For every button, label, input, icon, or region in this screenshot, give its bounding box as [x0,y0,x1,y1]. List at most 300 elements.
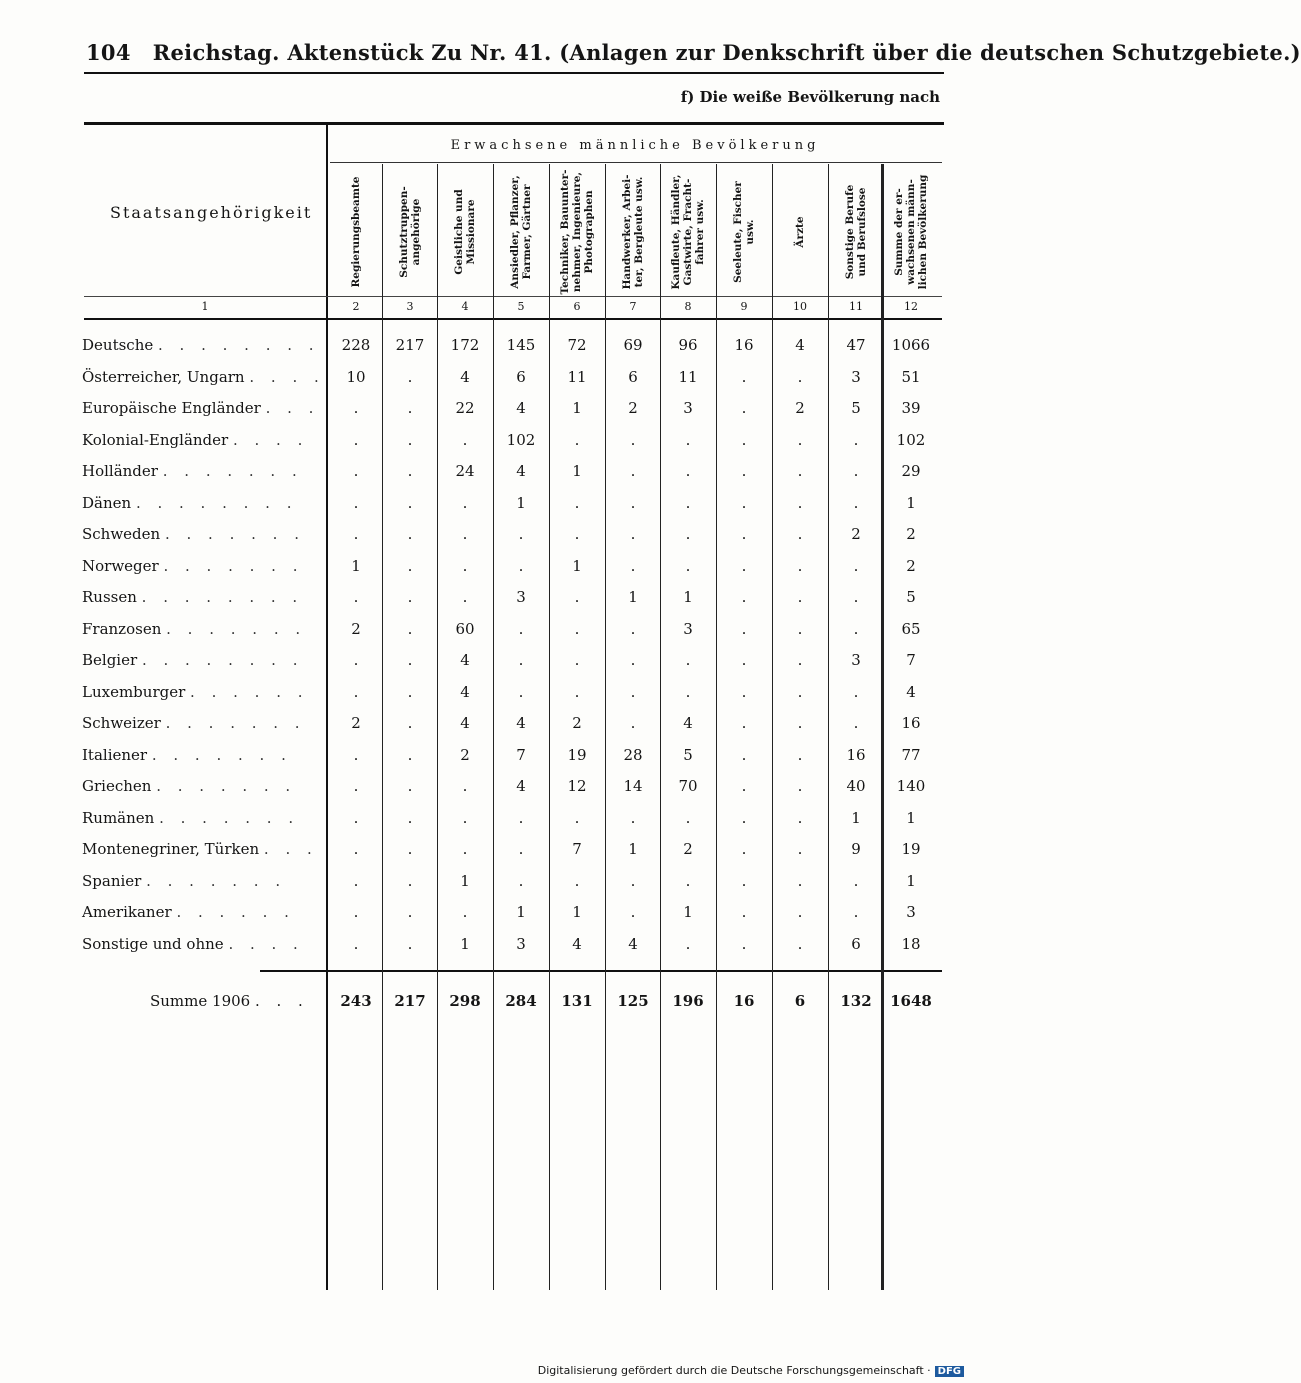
table-cell: . [797,588,803,606]
table-cell: 70 [678,777,698,795]
row-label [82,367,325,386]
leader-dots: . . . . . . [176,903,295,921]
sum-cell: 132 [840,992,872,1010]
table-cell: . [685,808,691,827]
column-number: 7 [629,300,637,313]
table-cell: . [462,777,468,795]
column-header-label: Geistliche und Missionare [453,189,477,275]
table-cell: . [741,808,747,827]
column-header-label: Kaufleute, Händler, Gastwirte, Fracht- fahrer usw. [670,174,706,290]
table-cell: 2 [851,525,861,543]
table-cell: 7 [906,651,916,669]
column-number: 11 [849,300,863,313]
column-header [494,168,548,296]
table-cell: . [353,745,359,764]
table-cell: . [630,903,636,921]
table-cell: 39 [901,399,921,417]
leader-dots: . . . . . . . [166,619,307,638]
column-header-label: Handwerker, Arbei- ter, Bergleute usw. [621,174,645,290]
table-cell: . [797,430,803,449]
row-label-text: Griechen [82,777,152,795]
table-cell: . [518,651,524,669]
column-header [884,168,938,296]
group-header-rule [330,162,942,163]
table-cell: 4 [516,714,526,732]
sum-cell: 6 [794,992,806,1010]
table-cell: 4 [516,462,526,480]
column-header-label: Ärzte [794,216,806,248]
sum-cell: 196 [672,992,704,1010]
table-cell: . [797,777,803,795]
table-cell: 1066 [891,336,931,354]
leader-dots: . . . . . . . [163,556,304,575]
table-cell: . [462,588,468,606]
table-cell: 65 [901,619,921,638]
row-label-text: Deutsche [82,336,154,354]
table-cell: . [518,556,524,575]
row-label-text: Sonstige und ohne [82,934,224,953]
row-label-text: Luxemburger [82,682,186,701]
table-cell: 96 [678,336,698,354]
table-cell: 4 [683,714,693,732]
table-cell: . [353,399,359,417]
sum-cell: 125 [617,992,649,1010]
row-label-text: Belgier [82,651,138,669]
column-header [329,168,383,296]
table-cell: 3 [851,367,861,386]
table-cell: . [407,588,413,606]
page-header [86,40,1301,65]
table-cell: . [853,682,859,701]
table-cell: 6 [851,934,861,953]
table-cell: . [797,714,803,732]
table-cell: 60 [455,619,475,638]
sum-cell: 243 [340,992,372,1010]
header-number-rule [84,296,942,297]
table-cell: . [630,430,636,449]
table-cell: . [685,556,691,575]
table-cell: . [853,462,859,480]
table-cell: 2 [628,399,638,417]
table-row [0,557,1000,587]
sum-rule [260,970,942,972]
table-cell: . [797,903,803,921]
table-row [0,714,1000,744]
table-cell: . [518,808,524,827]
table-top-rule [84,122,944,125]
table-cell: . [407,934,413,953]
table-cell: 4 [460,651,470,669]
column-number: 2 [352,300,360,313]
table-cell: 77 [901,745,921,764]
table-cell: . [797,367,803,386]
column-number: 9 [740,300,748,313]
table-row [0,903,1000,933]
table-cell: . [353,525,359,543]
table-cell: . [630,493,636,512]
table-cell: . [574,682,580,701]
leader-dots: . . . . . . . [162,462,303,480]
table-cell: 140 [896,777,926,795]
row-label-text: Italiener [82,745,148,764]
table-cell: 1 [572,462,582,480]
table-row [0,651,1000,681]
table-cell: . [574,493,580,512]
row-label-text: Amerikaner [82,903,172,921]
table-cell: . [518,525,524,543]
row-label-text: Rumänen [82,808,155,827]
table-cell: 11 [678,367,698,386]
table-cell: . [853,556,859,575]
column-header [773,168,827,296]
leader-dots: . . . [254,992,309,1010]
table-cell: 4 [572,934,582,953]
table-cell: . [685,651,691,669]
dfg-logo: DFG [935,1366,964,1377]
table-cell: . [353,588,359,606]
table-cell: 1 [460,871,470,890]
table-cell: . [741,714,747,732]
column-header-label: Summe der er- wachsenen männ- lichen Bevölkerung [893,174,929,290]
row-label-text: Kolonial-Engländer [82,430,229,449]
table-row [0,462,1000,492]
table-cell: 6 [628,367,638,386]
table-row [0,431,1000,461]
table-row [0,746,1000,776]
table-cell: 19 [567,745,587,764]
table-cell: 3 [683,619,693,638]
row-label-text: Norweger [82,556,159,575]
table-cell: . [407,493,413,512]
stub-column-number: 1 [201,300,209,313]
table-cell: . [741,840,747,858]
table-cell: . [741,682,747,701]
table-cell: 1 [906,808,916,827]
table-cell: 217 [395,336,425,354]
table-cell: 11 [567,367,587,386]
table-cell: 3 [683,399,693,417]
table-cell: . [685,682,691,701]
table-cell: . [574,808,580,827]
row-label [82,651,322,669]
table-cell: 6 [516,367,526,386]
table-cell: . [741,588,747,606]
table-cell: . [630,619,636,638]
row-label-text: Franzosen [82,619,162,638]
table-cell: . [741,430,747,449]
column-header-label: Ansiedler, Pflanzer, Farmer, Gärtner [509,175,533,289]
table-row [0,399,1000,429]
table-cell: . [407,777,413,795]
table-cell: . [462,903,468,921]
table-cell: 5 [683,745,693,764]
table-cell: 2 [460,745,470,764]
footer-text: Digitalisierung gefördert durch die Deutsche Forschungsgemeinschaft · [537,1364,931,1377]
table-cell: . [685,871,691,890]
table-cell: 69 [623,336,643,354]
table-cell: . [407,745,413,764]
column-header [438,168,492,296]
column-header [606,168,660,296]
table-row [0,840,1000,870]
table-cell: 14 [623,777,643,795]
sum-cell: 131 [561,992,593,1010]
leader-dots: . . . . . . . . [158,336,320,354]
table-cell: . [741,777,747,795]
table-cell: 1 [628,840,638,858]
row-label [82,620,322,638]
sum-label [150,992,309,1010]
table-cell: . [353,493,359,512]
table-cell: . [685,525,691,543]
table-row [0,588,1000,618]
table-cell: 145 [506,336,536,354]
table-cell: 4 [906,682,916,701]
table-cell: 16 [734,336,754,354]
column-header [829,168,883,296]
table-cell: 3 [516,934,526,953]
table-cell: . [574,619,580,638]
table-cell: . [630,808,636,827]
table-cell: . [353,682,359,701]
table-cell: . [353,777,359,795]
row-label-text: Schweizer [82,714,161,732]
leader-dots: . . . . [228,934,304,953]
row-label [82,525,322,543]
table-row [0,525,1000,555]
table-cell: . [630,525,636,543]
leader-dots: . . . . . . [190,682,309,701]
table-cell: . [685,430,691,449]
table-cell: 2 [906,556,916,575]
header-bottom-rule [84,318,942,320]
column-number: 6 [573,300,581,313]
table-cell: . [853,493,859,512]
leader-dots: . . . . . . . [159,808,300,827]
table-cell: 4 [795,336,805,354]
table-cell: 5 [906,588,916,606]
table-cell: 16 [901,714,921,732]
row-label-text: Spanier [82,871,142,890]
row-label-text: Dänen [82,493,132,512]
table-cell: . [407,399,413,417]
row-label-text: Europäische Engländer [82,399,261,417]
leader-dots: . . . [265,399,320,417]
table-cell: 1 [628,588,638,606]
page-title: Reichstag. Aktenstück Zu Nr. 41. (Anlagen zur Denkschrift über die deutschen Schutzgebiete.) [152,40,1301,65]
table-cell: . [518,619,524,638]
table-row [0,935,1000,965]
row-label [82,903,322,921]
column-header [661,168,715,296]
table-cell: . [462,808,468,827]
table-cell: . [797,808,803,827]
column-number: 8 [684,300,692,313]
table-cell: 5 [851,399,861,417]
table-cell: 1 [572,903,582,921]
row-label-text: Russen [82,588,137,606]
table-cell: . [630,651,636,669]
column-header-label: Techniker, Bauunter- nehmer, Ingenieure, Photographen [559,169,595,295]
table-row [0,368,1000,398]
table-cell: 102 [506,430,536,449]
sum-cell: 16 [733,992,755,1010]
group-header: Erwachsene männliche Bevölkerung [450,138,820,153]
row-label [82,714,322,732]
leader-dots: . . . . [249,367,325,386]
leader-dots: . . . [263,840,318,858]
page-number: 104 [86,40,131,65]
table-cell: . [797,525,803,543]
table-cell: . [853,430,859,449]
table-cell: . [518,840,524,858]
table-cell: 2 [351,714,361,732]
table-cell: 22 [455,399,475,417]
column-header [383,168,437,296]
column-number: 5 [517,300,525,313]
table-cell: . [407,840,413,858]
table-cell: . [353,462,359,480]
table-cell: . [797,619,803,638]
sum-label-text: Summe 1906 [150,992,251,1010]
table-cell: . [462,840,468,858]
table-cell: . [574,588,580,606]
table-cell: . [630,682,636,701]
table-cell: 1 [906,871,916,890]
table-cell: . [574,651,580,669]
table-cell: 2 [906,525,916,543]
table-cell: 51 [901,367,921,386]
sum-row [0,992,1000,1022]
table-cell: 1 [906,493,916,512]
table-cell: 1 [516,903,526,921]
table-cell: . [741,367,747,386]
table-cell: 72 [567,336,587,354]
table-cell: . [574,871,580,890]
table-cell: . [797,556,803,575]
table-row [0,336,1000,366]
table-cell: 2 [351,619,361,638]
row-label [82,494,322,512]
table-cell: . [407,619,413,638]
table-cell: . [462,525,468,543]
leader-dots: . . . . . . . [146,871,287,890]
table-cell: . [797,745,803,764]
row-label [82,557,322,575]
row-label-text: Österreicher, Ungarn [82,367,245,386]
table-cell: 228 [341,336,371,354]
table-cell: . [797,871,803,890]
table-cell: . [462,556,468,575]
table-cell: . [407,903,413,921]
column-number: 12 [904,300,918,313]
table-cell: . [574,430,580,449]
table-cell: 24 [455,462,475,480]
row-label [82,336,322,354]
row-label-text: Schweden [82,525,161,543]
table-cell: . [353,808,359,827]
table-cell: . [407,525,413,543]
table-cell: . [853,619,859,638]
table-cell: . [630,462,636,480]
sum-cell: 284 [505,992,537,1010]
table-cell: . [853,871,859,890]
table-cell: . [353,430,359,449]
row-label [82,840,322,858]
table-cell: 1 [851,808,861,827]
table-cell: . [630,556,636,575]
table-cell: . [797,462,803,480]
table-cell: . [797,682,803,701]
row-label [82,809,322,827]
table-cell: . [407,714,413,732]
table-cell: . [407,871,413,890]
table-cell: . [353,903,359,921]
table-cell: . [407,430,413,449]
table-cell: 7 [572,840,582,858]
table-cell: . [741,525,747,543]
table-cell: 29 [901,462,921,480]
row-label [82,935,322,953]
table-cell: . [797,840,803,858]
table-cell: 1 [572,399,582,417]
table-cell: . [407,367,413,386]
row-label [82,746,322,764]
column-header [550,168,604,296]
table-cell: . [741,619,747,638]
table-row [0,494,1000,524]
table-cell: . [630,871,636,890]
table-cell: 28 [623,745,643,764]
table-cell: 4 [460,682,470,701]
row-label [82,588,322,606]
sum-cell: 1648 [890,992,932,1010]
table-cell: . [518,682,524,701]
table-row [0,809,1000,839]
table-cell: . [353,871,359,890]
row-label [82,683,322,701]
column-header-label: Seeleute, Fischer usw. [732,181,756,283]
table-cell: 19 [901,840,921,858]
table-cell: . [407,462,413,480]
table-cell: 3 [906,903,916,921]
table-cell: . [685,934,691,953]
table-cell: 1 [351,556,361,575]
table-cell: . [741,871,747,890]
column-number: 3 [406,300,414,313]
table-cell: 2 [683,840,693,858]
leader-dots: . . . . . . . [164,525,305,543]
table-cell: . [741,745,747,764]
leader-dots: . . . . . . . [156,777,297,795]
table-cell: 3 [851,651,861,669]
header-rule [84,72,944,74]
table-cell: . [741,462,747,480]
sum-cell: 217 [394,992,426,1010]
table-cell: . [574,525,580,543]
table-cell: 18 [901,934,921,953]
table-row [0,872,1000,902]
table-cell: 102 [896,430,926,449]
table-cell: . [741,934,747,953]
column-number: 4 [461,300,469,313]
stub-header: Staatsangehörigkeit [110,203,313,222]
table-cell: . [741,493,747,512]
table-cell: 10 [346,367,366,386]
table-cell: . [741,399,747,417]
leader-dots: . . . . . . . . [141,651,304,669]
table-cell: 16 [846,745,866,764]
